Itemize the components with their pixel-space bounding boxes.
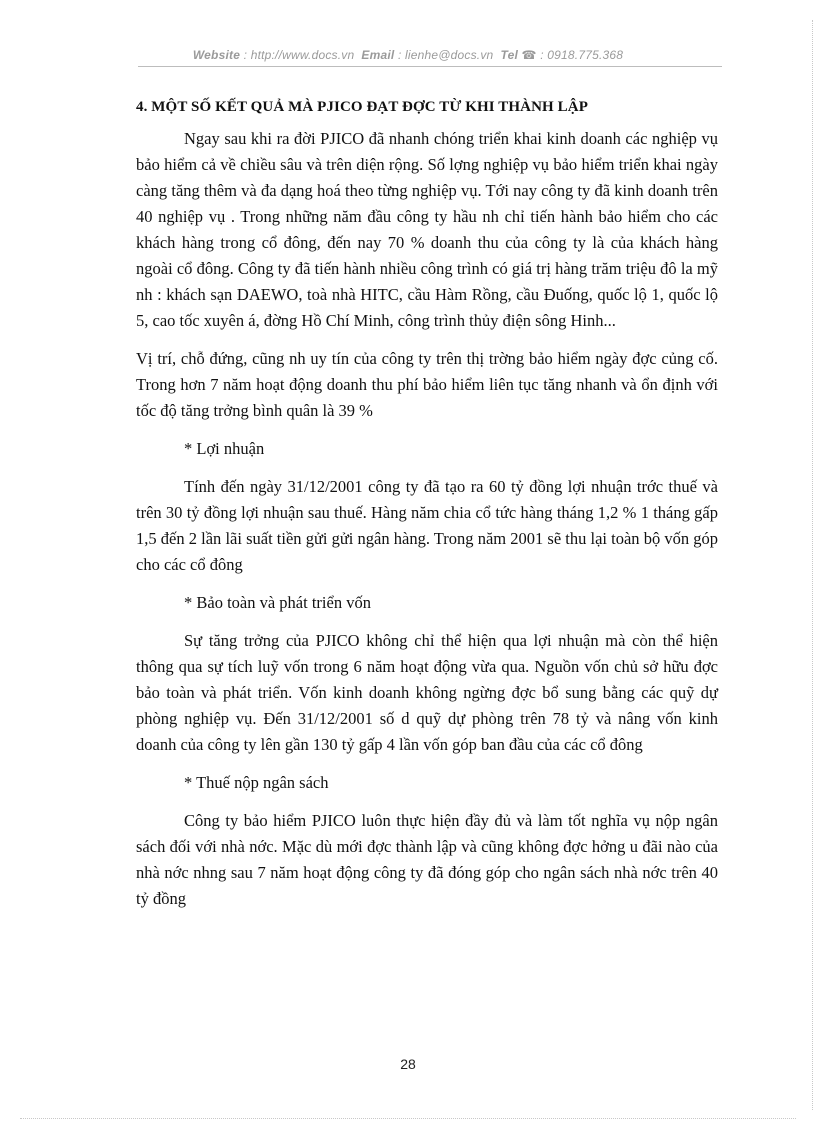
paragraph-intro: Ngay sau khi ra đời PJICO đã nhanh chóng triển khai kinh doanh các nghiệp vụ bảo hiểm cả về chiều sâu và trên diện rộng. Số lợng nghiệp vụ bảo hiểm triển khai ngày càng tăng thêm và đa dạng hoá theo từng nghiệp vụ. Tới nay công ty đã kinh doanh trên 40 nghiệp vụ . Trong những năm đầu công ty hầu nh chỉ tiến hành bảo hiểm cho các khách hàng trong cổ đông, đến nay 70 % doanh thu của công ty là của khách hàng ngoài cổ đông. Công ty đã tiến hành nhiều công trình có giá trị hàng trăm triệu đô la mỹ nh : khách sạn DAEWO, toà nhà HITC, cầu Hàm Rồng, cầu Đuống, quốc lộ 1, quốc lộ 5, cao tốc xuyên á, đờng Hồ Chí Minh, công trình thủy điện sông Hinh... (136, 129, 718, 330)
document-body (136, 94, 718, 912)
page-header (0, 48, 816, 62)
paragraph-position: Vị trí, chỗ đứng, cũng nh uy tín của công ty trên thị trờng bảo hiểm ngày đợc củng cố. Trong hơn 7 năm hoạt động doanh thu phí bảo hiểm liên tục tăng nhanh và ổn định với tốc độ tăng trởng bình quân là 39 % (136, 349, 718, 420)
header-divider (138, 66, 722, 67)
subheading-capital: * Bảo toàn và phát triển vốn (184, 593, 371, 612)
website-label: Website (192, 48, 241, 62)
section-heading: 4. MỘT SỐ KẾT QUẢ MÀ PJICO ĐẠT ĐỢC TỪ KHI THÀNH LẬP (136, 99, 588, 115)
paragraph-tax: Công ty bảo hiểm PJICO luôn thực hiện đầy đủ và làm tốt nghĩa vụ nộp ngân sách đối với nhà nớc. Mặc dù mới đợc thành lập và cũng không đợc hởng u đãi nào của nhà nớc nhng sau 7 năm hoạt động công ty đã đóng góp cho ngân sách nhà nớc trên 40 tỷ đồng (136, 811, 718, 908)
email-value[interactable]: : lienhe@docs.vn (397, 48, 494, 62)
subheading-profit: * Lợi nhuận (184, 439, 265, 458)
email-label: Email (361, 48, 395, 62)
page-right-border (812, 20, 813, 1110)
subheading-tax: * Thuế nộp ngân sách (184, 773, 329, 792)
website-value[interactable]: : http://www.docs.vn (243, 48, 355, 62)
tel-label: Tel (500, 48, 518, 62)
page-bottom-border (20, 1118, 796, 1119)
paragraph-capital: Sự tăng trởng của PJICO không chỉ thể hiện qua lợi nhuận mà còn thể hiện thông qua sự tích luỹ vốn trong 6 năm hoạt động vừa qua. Nguồn vốn chủ sở hữu đợc bảo toàn và phát triển. Vốn kinh doanh không ngừng đợc bổ sung bằng các quỹ dự phòng nghiệp vụ. Đến 31/12/2001 số d quỹ dự phòng trên 78 tỷ và nâng vốn kinh doanh của công ty lên gần 130 tỷ gấp 4 lần vốn góp ban đầu của các cổ đông (136, 631, 718, 754)
paragraph-profit: Tính đến ngày 31/12/2001 công ty đã tạo ra 60 tỷ đồng lợi nhuận trớc thuế và trên 30 tỷ đồng lợi nhuận sau thuế. Hàng năm chia cổ tức hàng tháng 1,2 % 1 tháng gấp 1,5 đến 2 lần lãi suất tiền gửi gửi ngân hàng. Trong năm 2001 sẽ thu lại toàn bộ vốn góp cho các cổ đông (136, 477, 718, 574)
tel-value: ☎ : 0918.775.368 (521, 48, 624, 62)
page-number: 28 (400, 1056, 416, 1072)
